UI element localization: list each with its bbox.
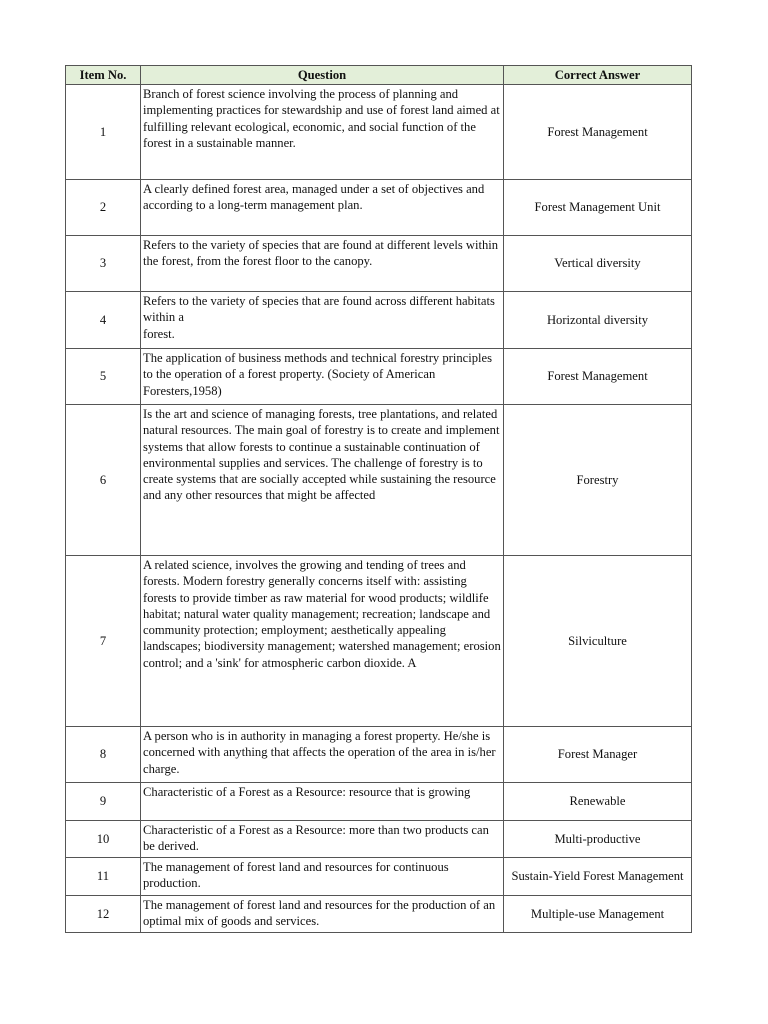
correct-answer: Forest Management [504,349,692,405]
item-number: 11 [66,858,141,896]
correct-answer: Multiple-use Management [504,896,692,933]
item-number: 7 [66,556,141,727]
table-row [66,556,692,727]
correct-answer: Silviculture [504,556,692,727]
question-text: Characteristic of a Forest as a Resource: more than two products can be derived. [141,821,504,858]
table-row [66,405,692,556]
item-number: 3 [66,236,141,292]
question-text: Branch of forest science involving the process of planning and implementing practices for stewardship and use of forest land aimed at fulfilling relevant ecological, economic, and social function of the forest in a sustainable manner. [141,85,504,180]
correct-answer: Vertical diversity [504,236,692,292]
header-item-no: Item No. [66,66,141,85]
item-number: 10 [66,821,141,858]
question-text: A related science, involves the growing and tending of trees and forests. Modern forestry generally concerns itself with: assisting forests to provide timber as raw material for wood products; wildlife habitat; natural water quality management; recreation; landscape and community protection; employment; aesthetically appealing landscapes; biodiversity management; watershed management; erosion control; and a 'sink' for atmospheric carbon dioxide. A [141,556,504,727]
question-text: The management of forest land and resources for the production of an optimal mix of goods and services. [141,896,504,933]
table-row [66,236,692,292]
table-row [66,727,692,783]
table-row [66,896,692,933]
correct-answer: Forest Manager [504,727,692,783]
question-text: The application of business methods and technical forestry principles to the operation of a forest property. (Society of American Foresters,1958) [141,349,504,405]
item-number: 2 [66,180,141,236]
question-text: The management of forest land and resources for continuous production. [141,858,504,896]
correct-answer: Forest Management Unit [504,180,692,236]
correct-answer: Renewable [504,783,692,821]
item-number: 4 [66,292,141,349]
table-row [66,292,692,349]
header-correct-answer: Correct Answer [504,66,692,85]
item-number: 5 [66,349,141,405]
table-row [66,349,692,405]
answer-key-table [65,65,692,933]
item-number: 8 [66,727,141,783]
question-text: Is the art and science of managing forests, tree plantations, and related natural resources. The main goal of forestry is to create and implement systems that allow forests to continue a sustainable continuation of environmental supplies and services. The challenge of forestry is to create systems that are socially accepted while sustaining the resource and any other resources that might be affected [141,405,504,556]
table-row [66,783,692,821]
item-number: 12 [66,896,141,933]
item-number: 6 [66,405,141,556]
question-text: A clearly defined forest area, managed under a set of objectives and according to a long-term management plan. [141,180,504,236]
correct-answer: Multi-productive [504,821,692,858]
table-row [66,85,692,180]
question-text: Refers to the variety of species that are found at different levels within the forest, from the forest floor to the canopy. [141,236,504,292]
header-row [66,66,692,85]
item-number: 1 [66,85,141,180]
question-text: A person who is in authority in managing a forest property. He/she is concerned with anything that affects the operation of the area in is/her charge. [141,727,504,783]
correct-answer: Forest Management [504,85,692,180]
correct-answer: Forestry [504,405,692,556]
header-question: Question [141,66,504,85]
item-number: 9 [66,783,141,821]
answer-key-sheet [65,65,691,933]
correct-answer: Horizontal diversity [504,292,692,349]
table-row [66,180,692,236]
correct-answer: Sustain-Yield Forest Management [504,858,692,896]
table-row [66,858,692,896]
question-text: Refers to the variety of species that are found across different habitats within a forest. [141,292,504,349]
table-row [66,821,692,858]
question-text: Characteristic of a Forest as a Resource: resource that is growing [141,783,504,821]
